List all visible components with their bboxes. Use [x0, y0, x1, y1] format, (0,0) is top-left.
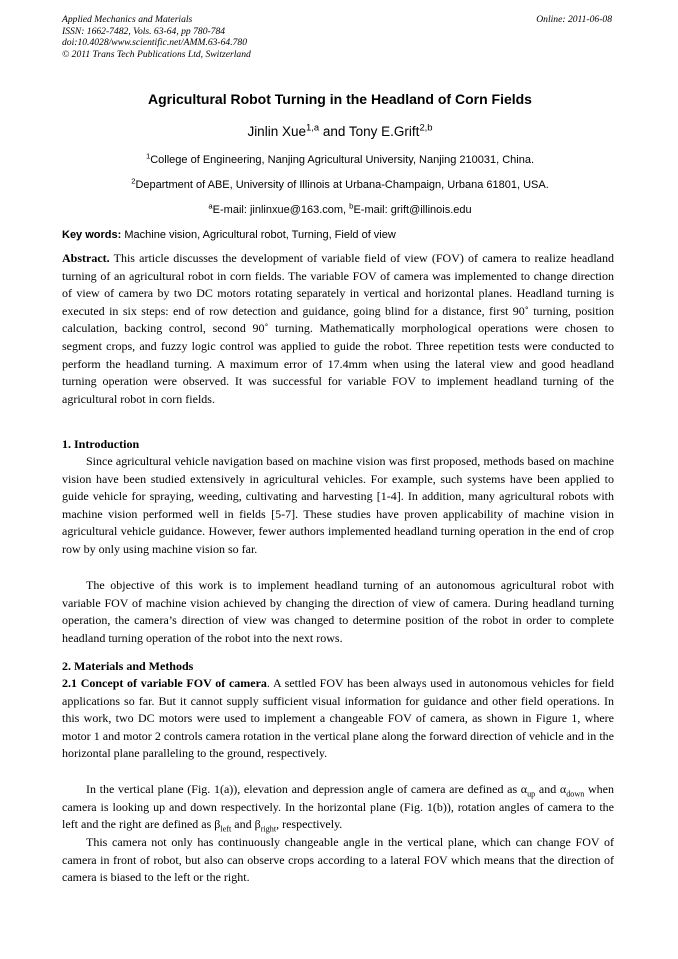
online-date: Online: 2011-06-08: [536, 14, 612, 25]
issn-line: ISSN: 1662-7482, Vols. 63-64, pp 780-784: [62, 25, 226, 37]
section-heading-methods: 2. Materials and Methods: [62, 659, 194, 673]
affiliation-mark: 1: [145, 151, 151, 161]
methods-paragraph-3: This camera not only has continuously changeable angle in the vertical plane, which can change FOV of camera in front of robot, but also can observe crops according to a lateral FOV which means that the direction of camera is biased to the left or the right.: [62, 835, 614, 885]
text-run: and α: [535, 782, 567, 796]
abstract-text: This article discusses the development of variable field of view (FOV) of camera to realize headland turning of an agricultural robot in corn fields. The variable FOV of camera was implemented to change direction of view of camera by two DC motors rotating separately in vertical and horizontal planes. Headland turning is executed in six steps: end of row detection and guidance, going blind for a distance, first 90˚ turning, position calculation, backing control, second 90˚ turning. Mathematically morphological operations were chosen to segment crops, and fuzzy logic control was applied to guide the robot. Three repetition tests were conducted to perform the headland turning. A maximum error of 17.4mm when using the lateral view and good headland turning operation were observed. It was successful for variable FOV to implement headland turning of the agricultural robot in corn fields.: [62, 251, 614, 406]
author-line: [62, 124, 618, 139]
author-name: Tony E.Grift: [348, 124, 420, 139]
subscript: left: [220, 824, 232, 834]
copyright-line: © 2011 Trans Tech Publications Ltd, Switzerland: [62, 48, 251, 60]
abstract: [62, 250, 614, 408]
affiliation-1: [62, 151, 618, 166]
affiliation-2: [62, 176, 618, 191]
keywords-text: Machine vision, Agricultural robot, Turning, Field of view: [121, 229, 396, 241]
abstract-label: Abstract.: [62, 251, 110, 265]
text-run: and β: [231, 817, 261, 832]
subscript: down: [566, 789, 585, 799]
subscript: up: [527, 789, 536, 799]
affiliation-text: College of Engineering, Nanjing Agricultural University, Nanjing 210031, China.: [150, 154, 535, 166]
paper-title: Agricultural Robot Turning in the Headland of Corn Fields: [148, 91, 532, 107]
text-run: when camera is looking up and down respectively. In the horizontal plane (Fig. 1(b)), rotation angles of camera to the left and the right are defined as β: [62, 782, 614, 832]
email-mark: b: [349, 201, 354, 211]
journal-header: [62, 14, 618, 60]
keywords-label: Key words:: [62, 229, 122, 241]
email-mark: a: [208, 201, 213, 211]
journal-name: Applied Mechanics and Materials: [62, 14, 193, 25]
subscript: right: [260, 824, 277, 834]
email-b: E-mail: grift@illinois.edu: [353, 204, 472, 216]
email-line: [62, 201, 618, 216]
intro-paragraph-1: Since agricultural vehicle navigation based on machine vision was first proposed, methods based on machine vision have been studied extensively in agricultural vehicles. For example, such systems have been applied to guide vehicle for spraying, weeding, cultivating and harvesting [1-4]. In addition, many agricultural robots with machine vision performed well in fields [5-7]. These studies have proven applicability of machine vision in agricultural vehicle guidance. However, fewer authors implemented headland turning operation in the end of crop row by only using machine vision so far.: [62, 454, 614, 556]
keywords: [62, 229, 618, 241]
email-a: E-mail: jinlinxue@163.com,: [212, 204, 350, 216]
methods-paragraph-2: [62, 781, 614, 834]
author-affiliation-mark: 1,a: [305, 122, 320, 134]
methods-paragraph-1-text: . A settled FOV has been always used in autonomous vehicles for field applications so far. But it cannot supply sufficient visual information for guidance and other field operations. In this work, two DC motors were used to implement a changeable FOV of camera, as shown in Figure 1, where motor 1 and motor 2 controls camera rotation in the vertical plane along the forward direction of vehicle and in the horizontal plane paralleling to the ground, respectively.: [62, 676, 614, 761]
methods-paragraph-1: [62, 675, 614, 763]
author-name: Jinlin Xue: [247, 124, 306, 139]
text-run: In the vertical plane (Fig. 1(a)), elevation and depression angle of camera are defined as α: [86, 782, 528, 796]
author-joiner: and: [319, 124, 349, 139]
subsection-heading: 2.1 Concept of variable FOV of camera: [62, 676, 267, 690]
affiliation-text: Department of ABE, University of Illinois at Urbana-Champaign, Urbana 61801, USA.: [135, 179, 549, 191]
intro-paragraph-2: The objective of this work is to implement headland turning of an autonomous agricultural robot with variable FOV of machine vision achieved by changing the direction of view of camera. During headland turning operation, the camera’s direction of view was changed to determine position of the robot in order to complete headland turning operation of the robot into the next rows.: [62, 578, 614, 645]
text-run: , respectively.: [276, 817, 343, 832]
doi-line: doi:10.4028/www.scientific.net/AMM.63-64.780: [62, 37, 248, 49]
affiliation-mark: 2: [131, 176, 136, 186]
author-affiliation-mark: 2,b: [419, 122, 433, 134]
section-heading-introduction: 1. Introduction: [62, 437, 140, 451]
